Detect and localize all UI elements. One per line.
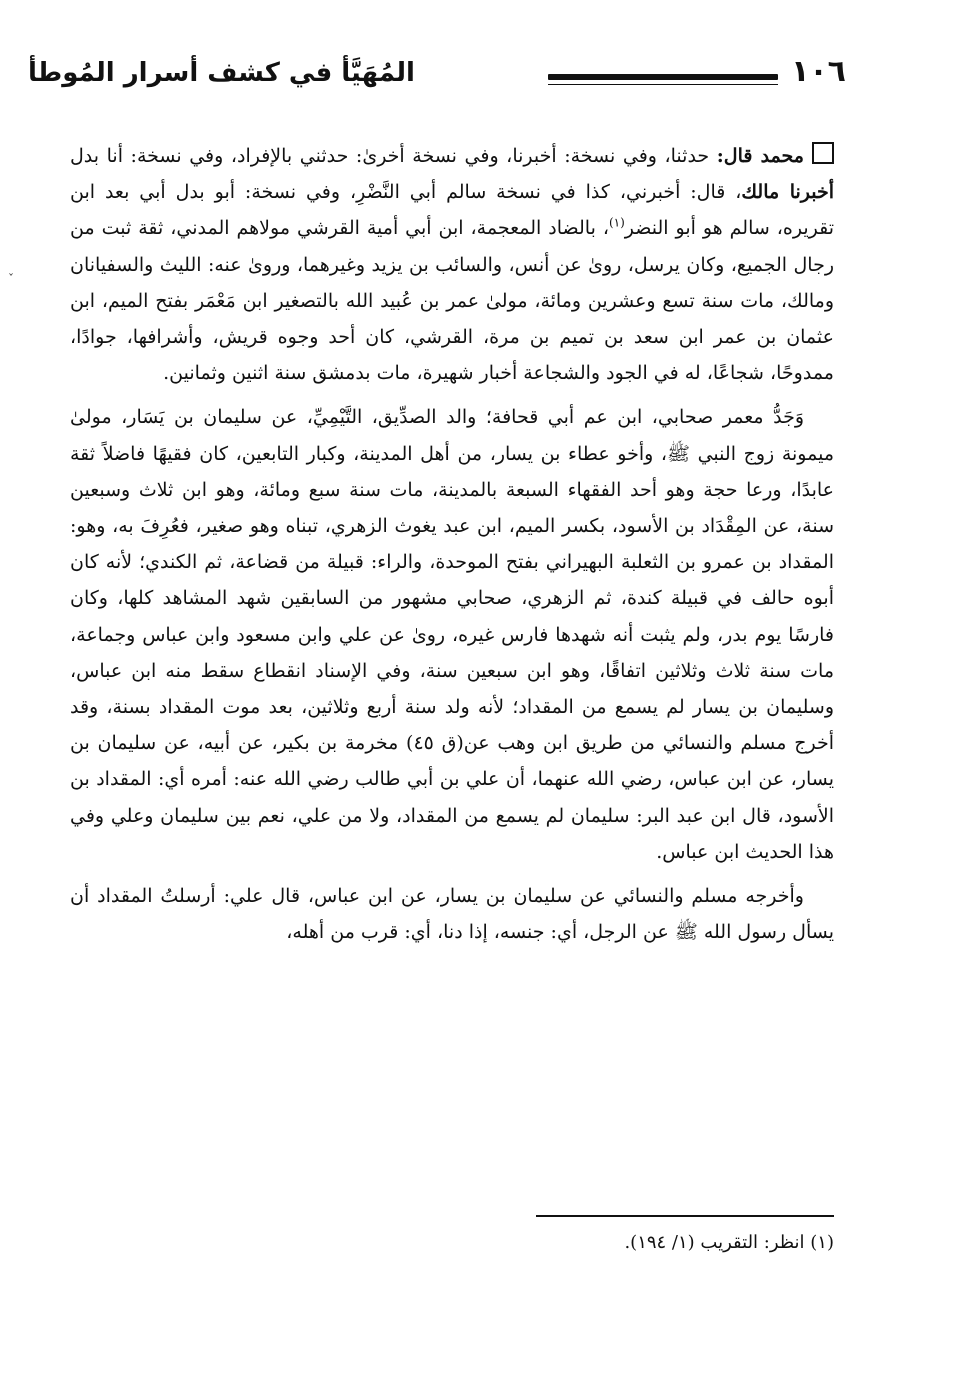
bold-phrase: أخبرنا مالك [741,181,835,204]
margin-mark: ˇ [8,272,14,286]
page-number: ١٠٦ [791,54,846,89]
paragraph-1-text-c: ، بالضاد المعجمة، ابن أبي أمية القرشي مولاهم المدني، ثقة ثبت من رجال الجميع، وكان يرسل، روىٰ عن أنس، والسائب بن يزيد وغيرهما، وروىٰ عنه: الليث والسفيانان ومالك، مات سنة تسع وعشرين ومائة، مولىٰ عمر بن عُبيد الله بالتصغير ابن مَعْمَر بفتح الميم، ابن عثمان بن عمر ابن سعد بن تميم بن مرة، القرشي، كان أحد وجوه قريش، وأشرافها، جوادًا، ممدوحًا، شجاعًا، له في الجود والشجاعة أخبار شهيرة، مات بدمشق سنة اثنين وثمانين. [70,217,834,385]
lead-bold-text: محمد قال: [716,145,804,167]
paragraph-2: وَجَدُّ معمر صحابي، ابن عم أبي قحافة؛ والد الصدِّيق، التَّيْمِيِّ، عن سليمان بن يَسَار، مولىٰ ميمونة زوج النبي ﷺ، وأخو عطاء بن يسار، من أهل المدينة، وكبار التابعين، كان فقيهًا فاضلاً ثقة عابدًا، ورعا حجة وهو أحد الفقهاء السبعة بالمدينة، مات سنة سبع ومائة، وهو ابن ثلاث وسبعين سنة، عن المِقْدَاد بن الأسود، بكسر الميم، ابن عبد يغوث الزهري، تبناه وهو صغير، فعُرِفَ به، وهو: المقداد بن عمرو بن الثعلبة البهيراني بفتح الموحدة، والراء: قبيلة من قضاعة، ثم الكندي؛ لأنه كان أبوه حالف في قبيلة كندة، ثم الزهري، صحابي مشهور من السابقين شهد المشاهد كلها، وكان فارسًا يوم بدر، ولم يثبت أنه شهدها فارس غيره، روىٰ عن علي وابن مسعود وابن عباس وجماعة، مات سنة ثلاث وثلاثين اتفاقًا، وهو ابن سبعين سنة، وفي الإسناد انقطاع سقط منه ابن عباس، وسليمان بن يسار لم يسمع من المقداد؛ لأنه ولد سنة أربع وثلاثين، بعد موت المقداد بسنة، وقد أخرج مسلم والنسائي من طريق ابن وهب عن(ق ٤٥) مخرمة بن بكير، عن أبيه، عن سليمان بن يسار، عن ابن عباس، رضي الله عنهما، أن علي بن أبي طالب رضي الله عنه: أمره أي: المقداد بن الأسود، قال ابن عبد البر: سليمان لم يسمع من المقداد، ولا من علي، نعم بين سليمان وعلي وفي هذا الحديث ابن عباس. [70,406,834,863]
footnote-rule [536,1215,834,1217]
footnote-reference: (١) [608,216,625,231]
paragraph-1 [70,138,834,391]
header-rule-thin [548,84,778,85]
footnote: (١) انظر: التقريب (١/ ١٩٤). [624,1232,834,1253]
paragraph-3: وأخرجه مسلم والنسائي عن سليمان بن يسار، عن ابن عباس، قال علي: أرسلتُ المقداد أن يسأل رسول الله ﷺ عن الرجل، أي: جنسه، إذا دنا، أي: قرب من أهله، [70,885,834,944]
body-text [70,138,834,950]
square-marker-icon [812,142,834,164]
running-title: المُهَيَّأ في كشف أسرار المُوطأ [28,58,415,88]
paragraph-1-text-a: حدثنا، وفي نسخة: أخبرنا، وفي نسخة أخرىٰ: حدثني بالإفراد، وفي نسخة: أنا بدل [70,145,717,167]
paragraph-1-text-b: ، قال: أخبرني، كذا في نسخة سالم أبي النَّضْرِ، وفي نسخة: أبو بدل أبي بعد ابن تقريره، سالم هو أبو النضر [70,181,834,240]
header-rule [548,74,778,80]
